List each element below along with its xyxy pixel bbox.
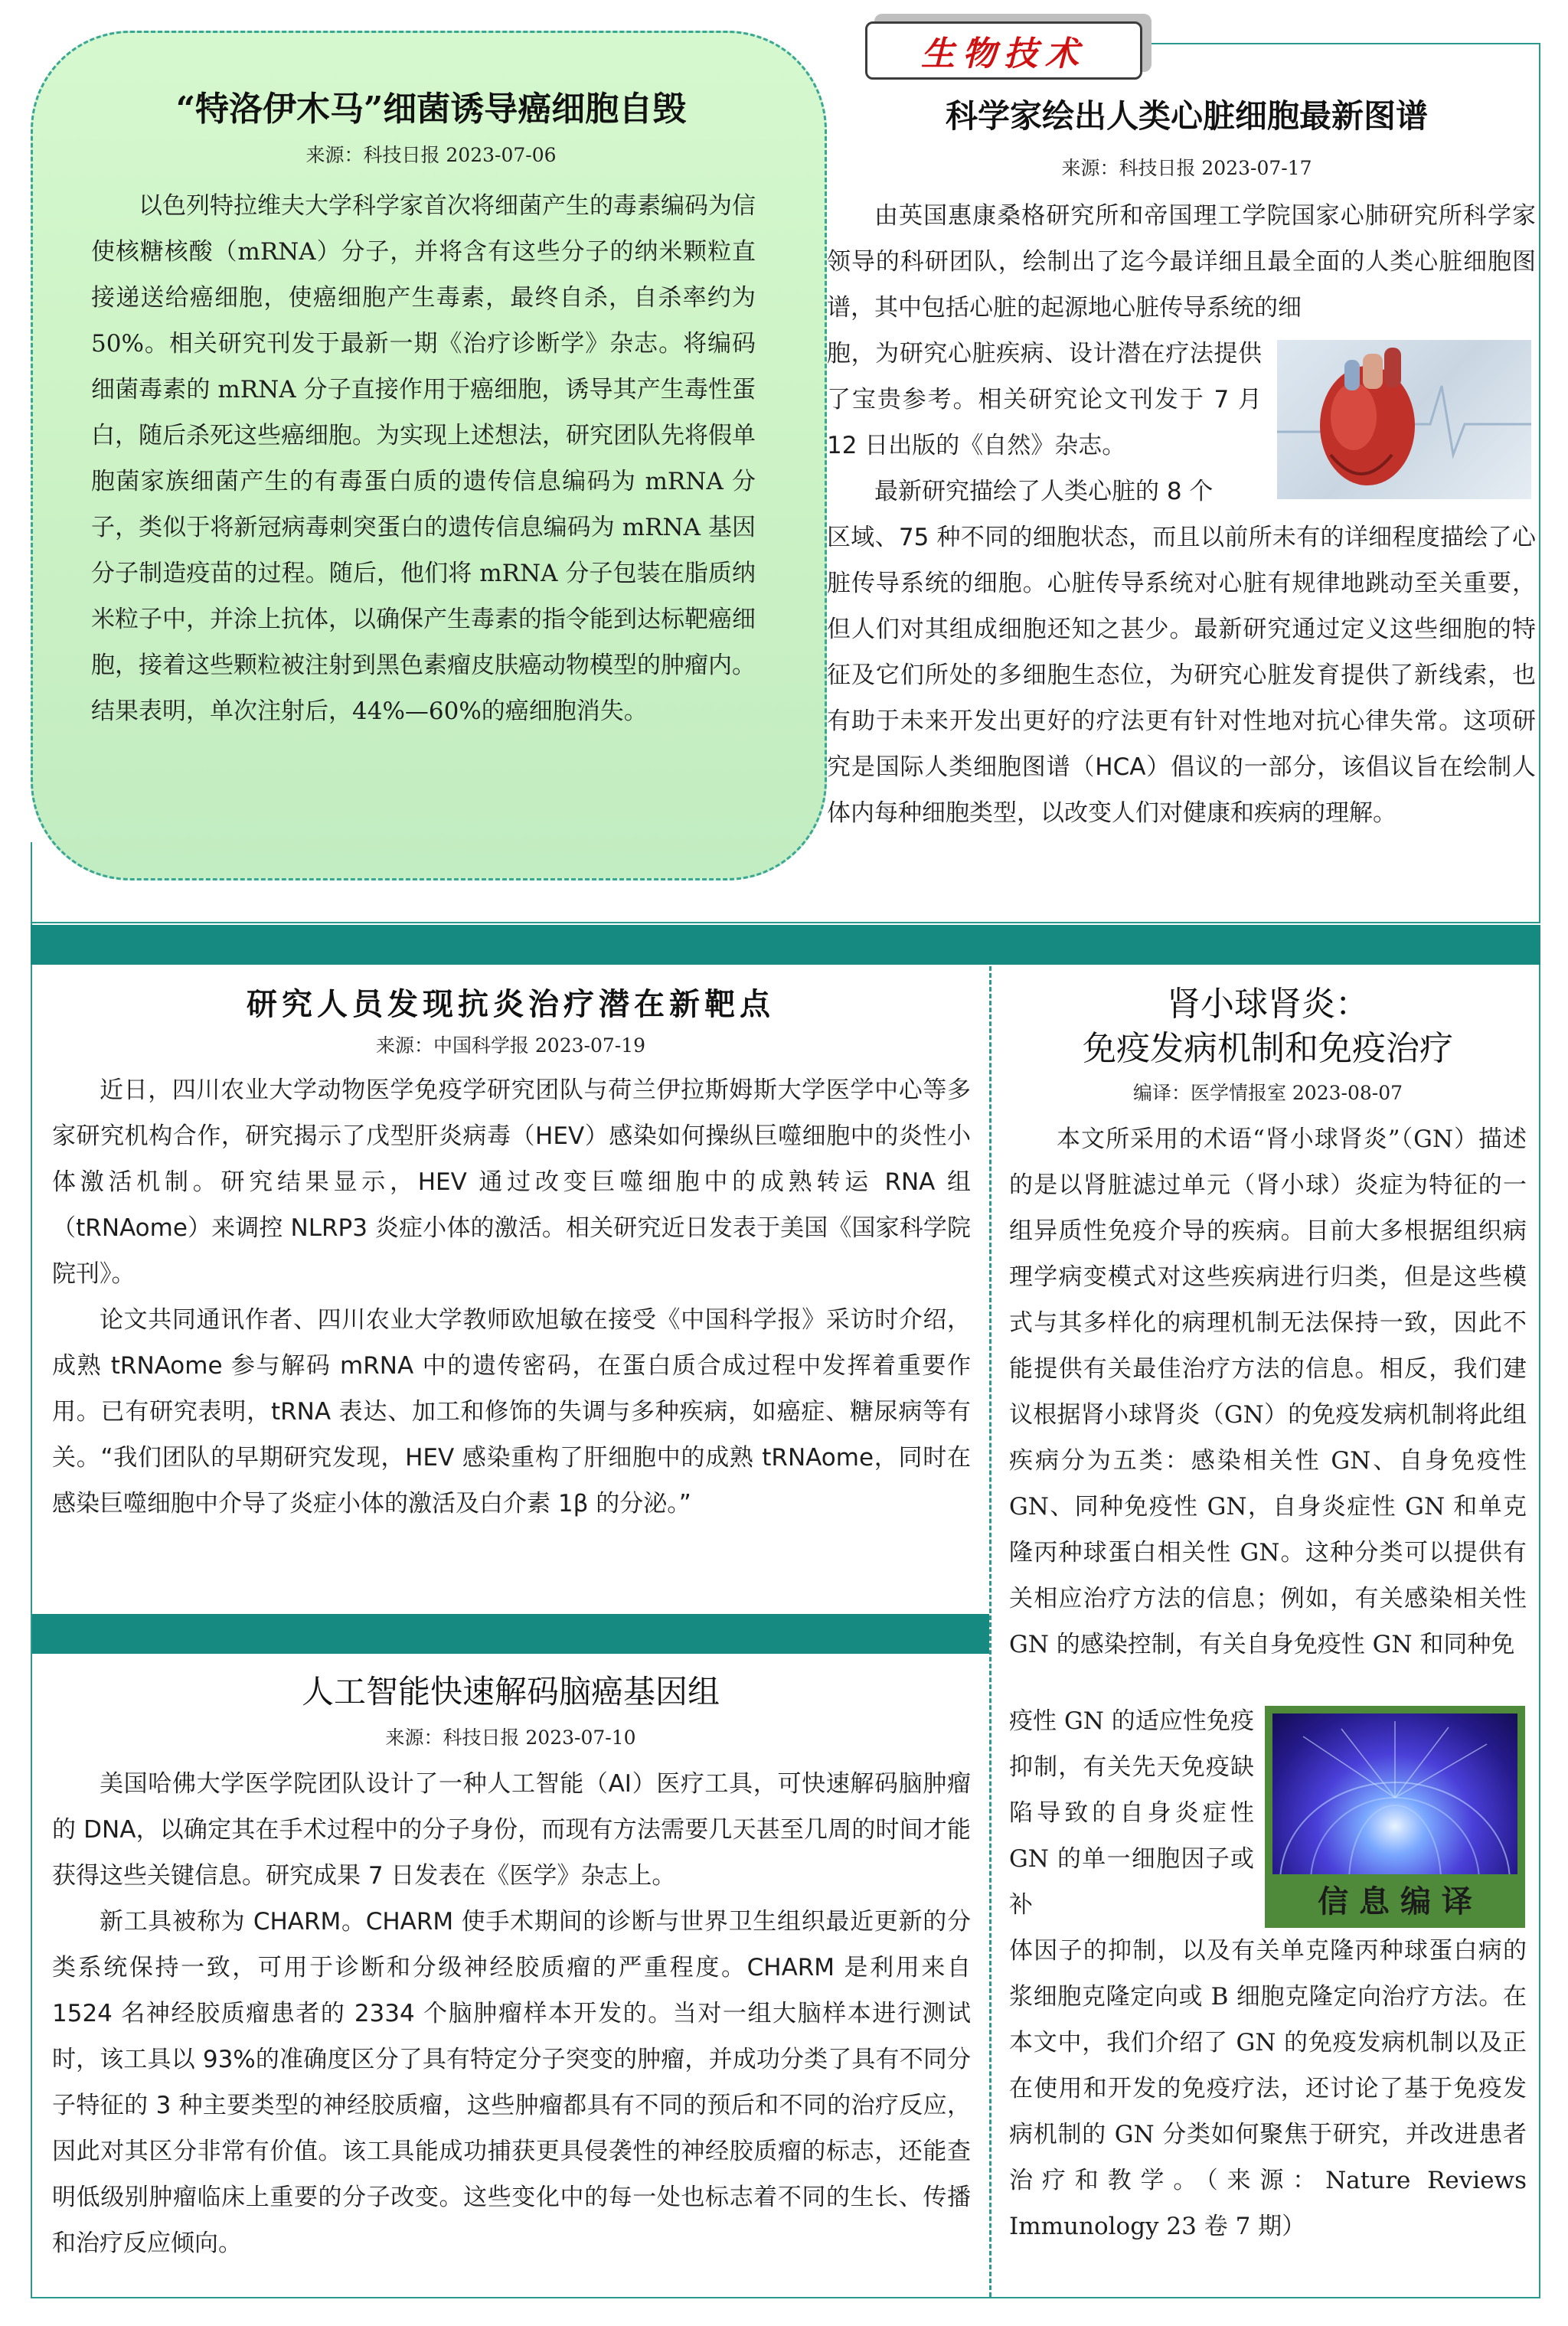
section-tag-label: 生物技术 — [921, 34, 1086, 74]
article4-para-tail: 体因子的抑制，以及有关单克隆丙种球蛋白病的浆细胞克隆定向或 B 细胞克隆定向治疗方法。在本文中，我们介绍了 GN 的免疫发病机制以及正在使用和开发的免疫疗法，还讨论了基于免疫发病机制的 GN 分类如何聚焦于研究，并改进患者治疗和教学。（来源：Nature Reviews Immunology 23 卷 7 期） — [1009, 1937, 1527, 2240]
info-compile-image — [1265, 1706, 1525, 1928]
article2-source: 来源：科技日报 2023-07-17 — [1061, 157, 1312, 179]
article3-title: 研究人员发现抗炎治疗潜在新靶点 — [247, 986, 775, 1022]
article2-para2-full: 区域、75 种不同的细胞状态，而且以前所未有的详细程度描绘了心脏传导系统的细胞。心脏传导系统对心脏有规律地跳动至关重要，但人们对其组成细胞还知之甚少。最新研究通过定义这些细胞的特征及它们所处的多细胞生态位，为研究心脏发育提供了新线索，也有助于未来开发出更好的疗法更有针对性地对抗心律失常。这项研究是国际人类细胞图谱（HCA）倡议的一部分，该倡议旨在绘制人体内每种细胞类型，以改变人们对健康和疾病的理解。 — [827, 524, 1536, 827]
divider-bar-1 — [31, 925, 1540, 965]
article4-source: 编译：医学情报室 2023-08-07 — [1132, 1082, 1403, 1104]
heart-image — [1277, 340, 1531, 499]
divider-bar-2 — [32, 1614, 989, 1654]
article2-para1-wrap: 胞，为研究心脏疾病、设计潜在疗法提供了宝贵参考。相关研究论文刊发于 7 月 12 日出版的《自然》杂志。 — [827, 340, 1262, 459]
article1-title: “特洛伊木马”细菌诱导癌细胞自毁 — [175, 90, 687, 129]
article5-source: 来源：科技日报 2023-07-10 — [385, 1727, 636, 1749]
article5-para1: 美国哈佛大学医学院团队设计了一种人工智能（AI）医疗工具，可快速解码脑肿瘤的 DNA，以确定其在手术过程中的分子身份，而现有方法需要几天甚至几周的时间才能获得这些关键信息。研究成果 7 日发表在《医学》杂志上。 — [52, 1770, 971, 1890]
article5-para2: 新工具被称为 CHARM。CHARM 使手术期间的诊断与世界卫生组织最近更新的分类系统保持一致，可用于诊断和分级神经胶质瘤的严重程度。CHARM 是利用来自 1524 名神经胶质瘤患者的 2334 个脑肿瘤样本开发的。当对一组大脑样本进行测试时，该工具以 93%的准确度区分了具有特定分子突变的肿瘤，并成功分类了具有不同分子特征的 3 种主要类型的神经胶质瘤，这些肿瘤都具有不同的预后和不同的治疗反应，因此对其区分非常有价值。该工具能成功捕获更具侵袭性的神经胶质瘤的标志，还能查明低级别肿瘤临床上重要的分子改变。这些变化中的每一处也标志着不同的生长、传播和治疗反应倾向。 — [52, 1908, 971, 2257]
article1-card — [31, 31, 827, 880]
top-right-border — [1148, 43, 1540, 44]
article3-para2: 论文共同通讯作者、四川农业大学教师欧旭敏在接受《中国科学报》采访时介绍，成熟 tRNAome 参与解码 mRNA 中的遗传密码，在蛋白质合成过程中发挥着重要作用。已有研究表明，tRNA 表达、加工和修饰的失调与多种疾病，如癌症、糖尿病等有关。“我们团队的早期研究发现，HEV 感染重构了肝细胞中的成熟 tRNAome，同时在感染巨噬细胞中介导了炎症小体的激活及白介素 1β 的分泌。” — [52, 1306, 971, 1517]
article5-title: 人工智能快速解码脑癌基因组 — [301, 1673, 720, 1710]
info-compile-caption: 信 息 编 译 — [1318, 1884, 1472, 1919]
article4-para-wrap: 疫性 GN 的适应性免疫抑制，有关先天免疫缺陷导致的自身炎症性 GN 的单一细胞因子或补 — [1009, 1707, 1254, 1919]
article4-title-line2: 免疫发病机制和免疫治疗 — [1083, 1029, 1453, 1068]
section-tag — [865, 14, 1153, 80]
article4-title-line1: 肾小球肾炎： — [1167, 985, 1369, 1024]
article1-source: 来源：科技日报 2023-07-06 — [305, 144, 557, 166]
heart-icon — [1277, 340, 1531, 499]
column-divider — [989, 966, 991, 2297]
network-globe-icon — [1272, 1713, 1517, 1874]
article2-para1-full: 由英国惠康桑格研究所和帝国理工学院国家心肺研究所科学家领导的科研团队，绘制出了迄今最详细且最全面的人类心脏细胞图谱，其中包括心脏的起源地心脏传导系统的细 — [827, 202, 1536, 322]
top-left-border — [31, 842, 32, 926]
article1-body: 以色列特拉维夫大学科学家首次将细菌产生的毒素编码为信使核糖核酸（mRNA）分子，并将含有这些分子的纳米颗粒直接递送给癌细胞，使癌细胞产生毒素，最终自杀，自杀率约为50%。相关研究刊发于最新一期《治疗诊断学》杂志。将编码细菌毒素的 mRNA 分子直接作用于癌细胞，诱导其产生毒性蛋白，随后杀死这些癌细胞。为实现上述想法，研究团队先将假单胞菌家族细菌产生的有毒蛋白质的遗传信息编码为 mRNA 分子，类似于将新冠病毒刺突蛋白的遗传信息编码为 mRNA 基因分子制造疫苗的过程。随后，他们将 mRNA 分子包装在脂质纳米粒子中，并涂上抗体，以确保产生毒素的指令能到达标靶癌细胞，接着这些颗粒被注射到黑色素瘤皮肤癌动物模型的肿瘤内。结果表明，单次注射后，44%—60%的癌细胞消失。 — [91, 192, 756, 725]
section-tag-box — [865, 21, 1142, 80]
article2-title: 科学家绘出人类心脏细胞最新图谱 — [945, 97, 1428, 135]
article2-para2-wrap: 最新研究描绘了人类心脏的 8 个 — [874, 478, 1214, 505]
globe-image — [1272, 1713, 1517, 1874]
article4-para-full: 本文所采用的术语“肾小球肾炎”（GN）描述的是以肾脏滤过单元（肾小球）炎症为特征的一组异质性免疫介导的疾病。目前大多根据组织病理学病变模式对这些疾病进行归类，但是这些模式与其多样化的病理机制无法保持一致，因此不能提供有关最佳治疗方法的信息。相反，我们建议根据肾小球肾炎（GN）的免疫发病机制将此组疾病分为五类：感染相关性 GN、自身免疫性 GN、同种免疫性 GN，自身炎症性 GN 和单克隆丙种球蛋白相关性 GN。这种分类可以提供有关相应治疗方法的信息；例如，有关感染相关性 GN 的感染控制，有关自身免疫性 GN 和同种免 — [1009, 1125, 1527, 1658]
article3-source: 来源：中国科学报 2023-07-19 — [375, 1034, 646, 1057]
article3-para1: 近日，四川农业大学动物医学免疫学研究团队与荷兰伊拉斯姆斯大学医学中心等多家研究机构合作，研究揭示了戊型肝炎病毒（HEV）感染如何操纵巨噬细胞中的炎性小体激活机制。研究结果显示，HEV 通过改变巨噬细胞中的成熟转运 RNA 组（tRNAome）来调控 NLRP3 炎症小体的激活。相关研究近日发表于美国《国家科学院院刊》。 — [52, 1076, 971, 1288]
